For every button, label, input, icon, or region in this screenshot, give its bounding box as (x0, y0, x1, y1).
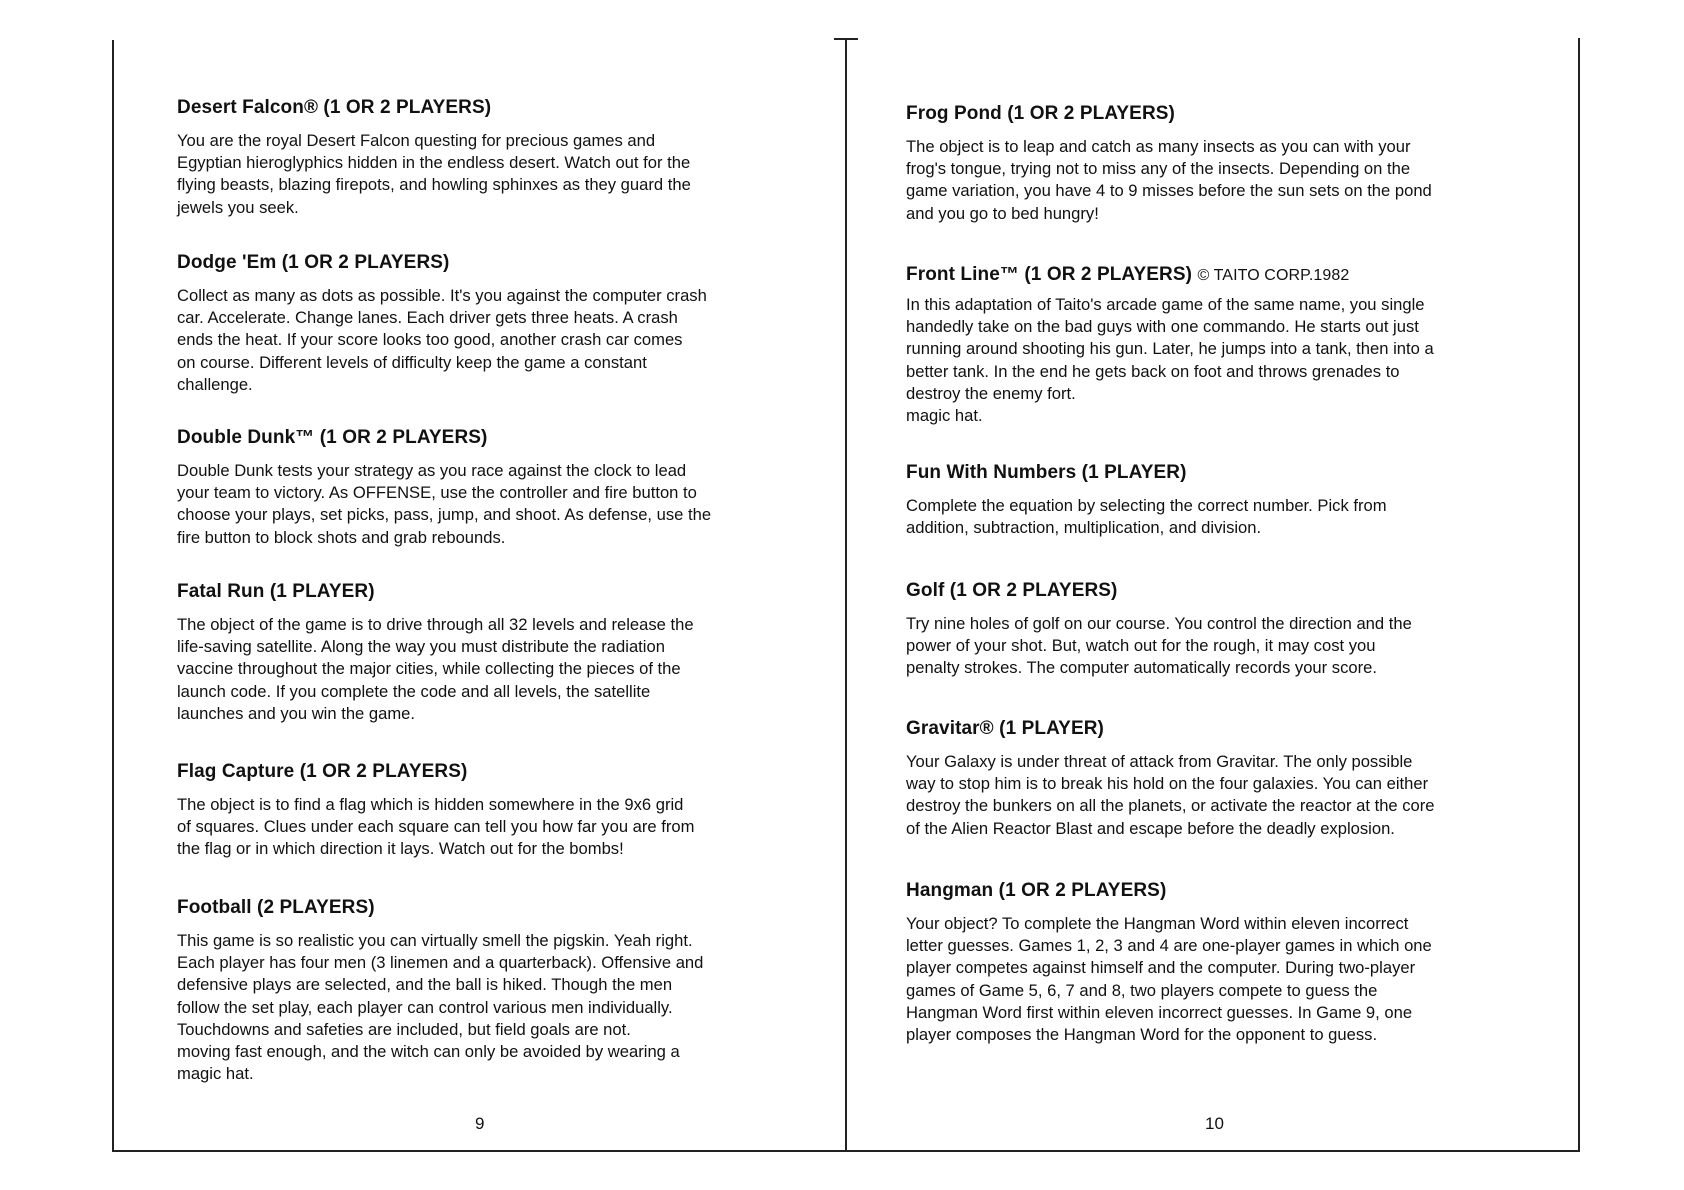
entry-fun-with-numbers (906, 461, 1536, 539)
page-number-left: 9 (475, 1114, 485, 1133)
right-border-line (1578, 38, 1580, 1152)
entry-frog-pond (906, 102, 1536, 225)
center-divider-cap (834, 38, 858, 40)
entry-desert-falcon (177, 96, 797, 219)
entry-title: Dodge 'Em (1 OR 2 PLAYERS) (177, 252, 450, 273)
entry-hangman (906, 879, 1536, 1046)
entry-title (906, 263, 1536, 288)
entry-body: You are the royal Desert Falcon questing for precious games and Egyptian hieroglyphics hidden in the endless desert. Watch out for the flying beasts, blazing firepots, and howling sphinxes as they guard the jewels you seek. (177, 131, 691, 217)
entry-body: Collect as many as dots as possible. It's you against the computer crash car. Accelerate. Change lanes. Each driver gets three heats. A crash ends the heat. If your score looks too good, another crash car comes on course. Different levels of difficulty keep the game a constant challenge. (177, 286, 707, 394)
entry-flag-capture (177, 760, 797, 861)
center-divider-line (845, 38, 847, 1152)
entry-title: Double Dunk™ (1 OR 2 PLAYERS) (177, 427, 488, 448)
entry-title: Flag Capture (1 OR 2 PLAYERS) (177, 761, 468, 782)
entry-football (177, 896, 797, 1085)
entry-title: Fatal Run (1 PLAYER) (177, 581, 375, 602)
entry-body: The object is to leap and catch as many insects as you can with your frog's tongue, trying not to miss any of the insects. Depending on the game variation, you have 4 to 9 misses before the sun sets on the pond and you go to bed hungry! (906, 137, 1432, 223)
copyright-note: © TAITO CORP.1982 (1197, 267, 1350, 284)
entry-body: Your object? To complete the Hangman Word within eleven incorrect letter guesses. Games 1, 2, 3 and 4 are one-player games in which one player competes against himself and the computer. During two-player games of Game 5, 6, 7 and 8, two players compete to guess the Hangman Word first within eleven incorrect guesses. In Game 9, one player composes the Hangman Word for the opponent to guess. (906, 914, 1432, 1045)
entry-body: This game is so realistic you can virtually smell the pigskin. Yeah right. Each player has four men (3 linemen and a quarterback). Offensive and defensive plays are selected, and the ball is hiked. Though the men follow the set play, each player can control various men individually. Touchdowns and safeties are included, but field goals are not. moving fast enough, and the witch can only be avoided by wearing a magic hat. (177, 931, 704, 1084)
entry-body: Double Dunk tests your strategy as you race against the clock to lead your team to victory. As OFFENSE, use the controller and fire button to choose your plays, set picks, pass, jump, and shoot. As defense, use the fire button to block shots and grab rebounds. (177, 461, 712, 547)
entry-body: The object is to find a flag which is hidden somewhere in the 9x6 grid of squares. Clues under each square can tell you how far you are from the flag or in which direction it lays. Watch out for the bombs! (177, 795, 695, 859)
entry-body: Complete the equation by selecting the correct number. Pick from addition, subtraction, multiplication, and division. (906, 496, 1387, 538)
entry-body: Try nine holes of golf on our course. You control the direction and the power of your shot. But, watch out for the rough, it may cost you penalty strokes. The computer automatically records your score. (906, 614, 1412, 678)
entry-front-line (906, 263, 1536, 427)
entry-fatal-run (177, 580, 797, 725)
entry-title: Gravitar® (1 PLAYER) (906, 718, 1104, 739)
entry-dodge-em (177, 251, 797, 396)
entry-body: Your Galaxy is under threat of attack from Gravitar. The only possible way to stop him is to break his hold on the four galaxies. You can either destroy the bunkers on all the planets, or activate the reactor at the core of the Alien Reactor Blast and escape before the deadly explosion. (906, 752, 1435, 838)
entry-body: In this adaptation of Taito's arcade game of the same name, you single handedly take on the bad guys with one commando. He starts out just running around shooting his gun. Later, he jumps into a tank, then into a better tank. In the end he gets back on foot and throws grenades to destroy the enemy fort. magic hat. (906, 295, 1434, 426)
entry-golf (906, 579, 1536, 680)
page-number-right: 10 (1205, 1114, 1224, 1133)
entry-gravitar (906, 717, 1536, 840)
entry-title: Fun With Numbers (1 PLAYER) (906, 462, 1187, 483)
entry-title: Golf (1 OR 2 PLAYERS) (906, 580, 1118, 601)
entry-title: Desert Falcon® (1 OR 2 PLAYERS) (177, 97, 492, 118)
entry-title: Hangman (1 OR 2 PLAYERS) (906, 880, 1167, 901)
entry-title: Football (2 PLAYERS) (177, 897, 375, 918)
left-border-line (112, 40, 114, 1152)
entry-double-dunk (177, 426, 797, 549)
entry-title-text: Front Line™ (1 OR 2 PLAYERS) (906, 264, 1193, 285)
entry-body: The object of the game is to drive through all 32 levels and release the life-saving satellite. Along the way you must distribute the radiation vaccine throughout the major cities, while collecting the pieces of the launch code. If you complete the code and all levels, the satellite launches and you win the game. (177, 615, 694, 723)
entry-title: Frog Pond (1 OR 2 PLAYERS) (906, 103, 1175, 124)
